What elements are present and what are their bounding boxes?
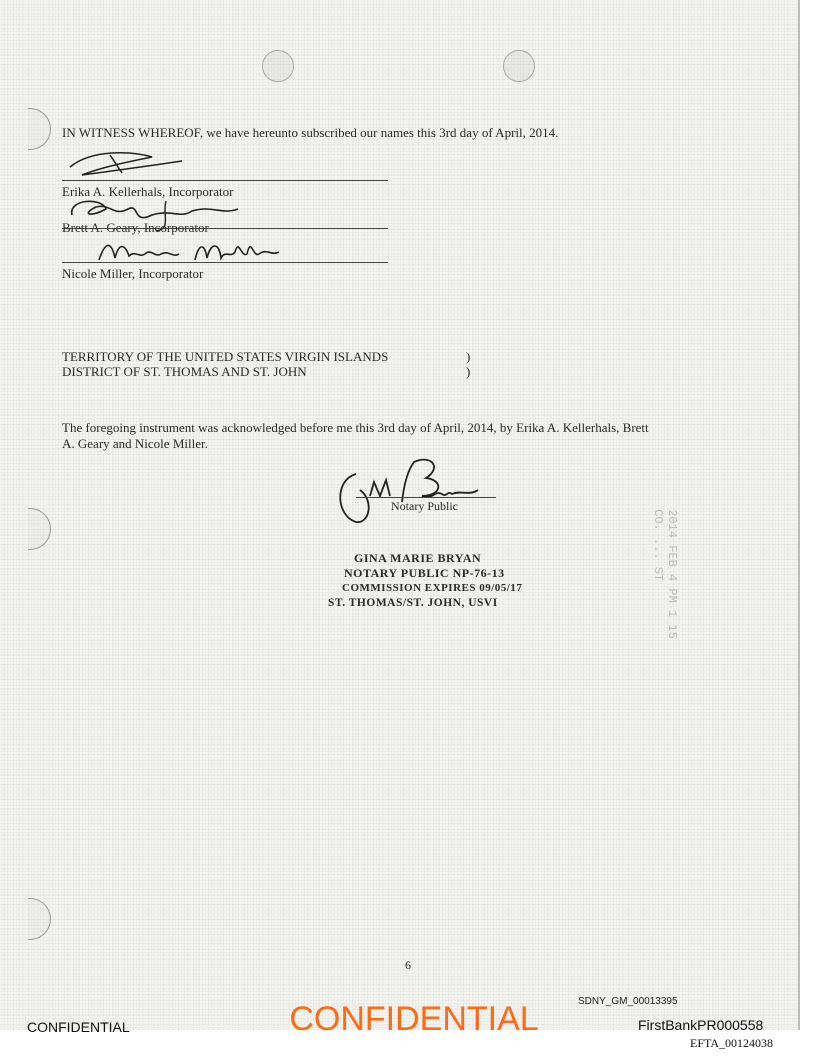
footer-confidential-center: CONFIDENTIAL	[289, 1000, 539, 1038]
signature-line-miller	[62, 262, 388, 263]
notary-stamp-line-2: NOTARY PUBLIC NP-76-13	[344, 566, 505, 580]
notary-stamp-line-4: ST. THOMAS/ST. JOHN, USVI	[328, 597, 498, 609]
page-number: 6	[405, 958, 411, 972]
notary-caption: Notary Public	[391, 499, 458, 513]
jurisdiction-territory: TERRITORY OF THE UNITED STATES VIRGIN ISLANDS	[62, 349, 389, 364]
jurisdiction-district: DISTRICT OF ST. THOMAS AND ST. JOHN	[62, 364, 307, 379]
bates-number-bank: FirstBankPR000558	[638, 1017, 764, 1033]
acknowledgment-line-1: The foregoing instrument was acknowledged before me this 3rd day of April, 2014, by Erika A. Kellerhals, Brett	[62, 420, 649, 435]
incorporator-kellerhals: Erika A. Kellerhals, Incorporator	[62, 184, 234, 199]
signature-line-kellerhals	[62, 180, 388, 181]
footer-confidential-left: CONFIDENTIAL	[27, 1019, 130, 1035]
jurisdiction-bracket-1: )	[466, 349, 471, 364]
punch-hole-left	[262, 50, 294, 82]
jurisdiction-bracket-2: )	[466, 364, 471, 379]
signature-kellerhals	[62, 145, 212, 185]
notary-stamp-line-3: COMMISSION EXPIRES 09/05/17	[342, 582, 523, 594]
bates-number-sdny: SDNY_GM_00013395	[578, 996, 678, 1007]
punch-hole-right	[503, 50, 535, 82]
bates-number-efta: EFTA_00124038	[690, 1036, 774, 1050]
notary-stamp	[328, 551, 522, 611]
incorporator-geary: Brett A. Geary, Incorporator	[62, 220, 209, 235]
witness-clause: IN WITNESS WHEREOF, we have hereunto subscribed our names this 3rd day of April, 2014.	[62, 125, 559, 140]
page-edge	[798, 0, 800, 1030]
acknowledgment-line-2: A. Geary and Nicole Miller.	[62, 436, 208, 451]
filing-stamp	[651, 509, 679, 639]
filing-stamp-line-1: 2014 FEB 4 PM 1 15	[664, 509, 679, 639]
signature-notary	[330, 450, 490, 530]
notary-stamp-line-1: GINA MARIE BRYAN	[354, 551, 482, 565]
incorporator-miller: Nicole Miller, Incorporator	[62, 266, 204, 281]
filing-stamp-line-2: CO. ... ST	[650, 509, 665, 582]
